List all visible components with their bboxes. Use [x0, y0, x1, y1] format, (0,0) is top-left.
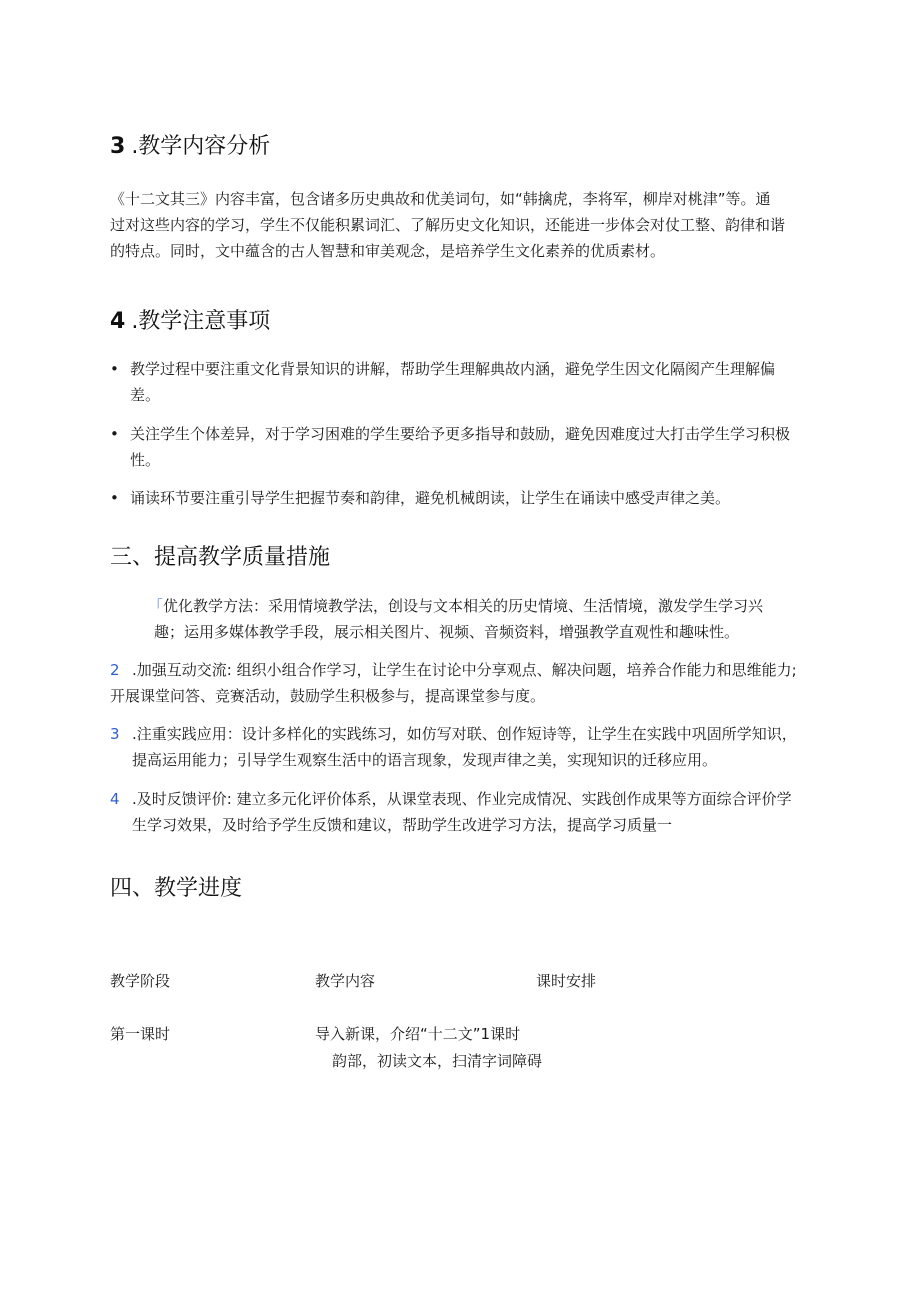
heading-title: .教学内容分析	[131, 134, 271, 159]
table-header-content: 教学内容	[315, 972, 376, 990]
list-item	[110, 721, 815, 773]
table-cell-stage: 第一课时	[110, 1025, 171, 1043]
table-cell-content: 导入新课，介绍“十二文”1课时	[315, 1025, 521, 1043]
section-3-paragraph	[110, 186, 810, 264]
list-item-line: 提高运用能力；引导学生观察生活中的语言现象，发现声律之美，实现知识的迁移应用。	[132, 751, 718, 769]
list-item	[148, 593, 808, 645]
heading-section-three	[110, 543, 330, 573]
heading-section-3	[110, 132, 270, 162]
list-item	[110, 485, 810, 511]
heading-number: 3	[110, 134, 126, 159]
bullet-icon: •	[110, 425, 119, 443]
list-item	[110, 421, 810, 473]
list-item-line: .加强互动交流: 组织小组合作学习，让学生在讨论中分享观点、解决问题，培养合作能力和思维能力;	[132, 661, 797, 679]
heading-number: 4	[110, 309, 126, 334]
table-header-hours: 课时安排	[536, 972, 597, 990]
list-item-line: .及时反馈评价: 建立多元化评价体系，从课堂表现、作业完成情况、实践创作成果等方面综合评价学	[132, 790, 792, 808]
heading-section-4	[110, 307, 270, 337]
table-header-stage: 教学阶段	[110, 972, 171, 990]
bullet-icon: •	[110, 489, 119, 507]
list-item-line: 趣；运用多媒体教学手段，展示相关图片、视频、音频资料，增强教学直观性和趣味性。	[154, 623, 740, 641]
list-item-line: .注重实践应用：设计多样化的实践练习，如仿写对联、创作短诗等，让学生在实践中巩固所学知识，	[132, 725, 797, 743]
list-number: 3	[110, 725, 120, 743]
heading-section-four	[110, 874, 242, 904]
paragraph-line: 《十二文其三》内容丰富，包含诸多历史典故和优美词句，如“韩擒虎，李将军，柳岸对桃津”等。通	[110, 190, 771, 208]
list-item-line: 关注学生个体差异，对于学习困难的学生要给予更多指导和鼓励，避免因难度过大打击学生学习积极	[130, 425, 791, 443]
list-item	[110, 657, 815, 709]
list-item-line: 教学过程中要注重文化背景知识的讲解，帮助学生理解典故内涵，避免学生因文化隔阂产生理解偏	[130, 360, 776, 378]
heading-title: 三、提高教学质量措施	[110, 545, 331, 570]
list-item-line: 优化教学方法：采用情境教学法，创设与文本相关的历史情境、生活情境，激发学生学习兴	[163, 597, 764, 615]
paragraph-line: 的特点。同时，文中蕴含的古人智慧和审美观念，是培养学生文化素养的优质素材。	[110, 242, 666, 260]
list-item	[110, 356, 810, 408]
list-item-line: 生学习效果，及时给予学生反馈和建议，帮助学生改进学习方法，提高学习质量一	[132, 816, 673, 834]
list-item-line: 性。	[130, 451, 161, 469]
list-number: 2	[110, 661, 120, 679]
bullet-icon: •	[110, 360, 119, 378]
list-item-line: 诵读环节要注重引导学生把握节奏和韵律，避免机械朗读，让学生在诵读中感受声律之美。	[130, 489, 731, 507]
heading-title: .教学注意事项	[131, 309, 271, 334]
list-item	[110, 786, 815, 838]
list-mark: 「	[148, 597, 164, 615]
list-item-line: 开展课堂问答、竞赛活动，鼓励学生积极参与，提高课堂参与度。	[110, 687, 546, 705]
table-cell-content: 韵部，初读文本，扫清字词障碍	[332, 1052, 543, 1070]
list-item-line: 差。	[130, 386, 161, 404]
list-number: 4	[110, 790, 120, 808]
heading-title: 四、教学进度	[110, 876, 243, 901]
paragraph-line: 过对这些内容的学习，学生不仅能积累词汇、了解历史文化知识，还能进一步体会对仗工整、韵律和谐	[110, 216, 786, 234]
